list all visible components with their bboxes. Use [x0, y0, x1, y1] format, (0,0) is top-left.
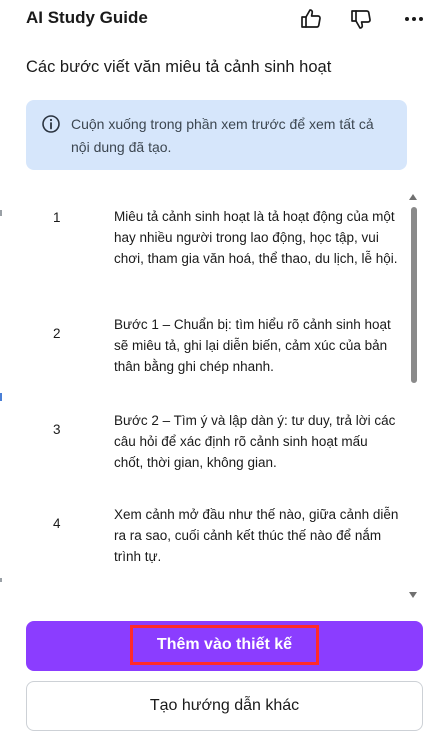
scroll-up-arrow[interactable] [409, 194, 417, 200]
more-options-button[interactable] [399, 4, 429, 34]
preview-list[interactable] [26, 192, 424, 602]
thumbs-down-icon [349, 7, 373, 31]
create-another-guide-button[interactable]: Tạo hướng dẫn khác [26, 681, 423, 731]
thumbs-down-button[interactable] [346, 4, 376, 34]
step-text: Bước 1 – Chuẩn bị: tìm hiểu rõ cảnh sinh hoạt sẽ miêu tả, ghi lại diễn biến, cảm xúc của bản thân bằng ghi chép nhanh. [114, 317, 391, 374]
edge-mark [0, 210, 2, 216]
step-text: Bước 2 – Tìm ý và lập dàn ý: tư duy, trả lời các câu hỏi để xác định rõ cảnh sinh hoạt mấu chốt, thời gian, không gian. [114, 413, 396, 470]
more-icon [402, 7, 426, 31]
section-title: Các bước viết văn miêu tả cảnh sinh hoạt [26, 58, 332, 76]
info-text: Cuộn xuống trong phần xem trước để xem tất cả nội dung đã tạo. [71, 116, 374, 155]
info-icon [41, 114, 61, 134]
add-to-design-label: Thêm vào thiết kế [130, 625, 319, 665]
step-number: 2 [53, 326, 61, 341]
edge-mark [0, 578, 2, 582]
info-banner [26, 100, 407, 170]
header [0, 0, 434, 38]
thumbs-up-button[interactable] [296, 4, 326, 34]
step-number: 1 [53, 210, 61, 225]
add-to-design-button[interactable] [26, 621, 423, 671]
scroll-down-arrow[interactable] [409, 592, 417, 598]
app-title: AI Study Guide [26, 8, 148, 27]
scrollbar-thumb[interactable] [411, 207, 417, 383]
step-text: Xem cảnh mở đầu như thế nào, giữa cảnh diễn ra ra sao, cuối cảnh kết thúc thế nào để nắm trình tự. [114, 507, 399, 564]
thumbs-up-icon [299, 7, 323, 31]
step-number: 3 [53, 422, 61, 437]
step-number: 4 [53, 516, 61, 531]
step-text: Miêu tả cảnh sinh hoạt là tả hoạt động của một hay nhiều người trong lao động, học tập, vui chơi, tham gia văn hoá, thể thao, du lịch, lễ hội. [114, 209, 398, 266]
edge-mark [0, 393, 2, 401]
